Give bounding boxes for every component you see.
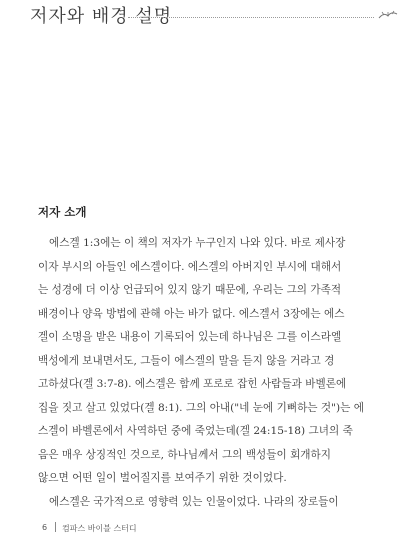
section-heading: 저자 소개 (38, 205, 87, 219)
header-dotted-rule (128, 17, 374, 18)
body-paragraph: 에스겔은 국가적으로 영향력 있는 인물이었다. 나라의 장로들이 (49, 495, 339, 508)
footer-book-title: 컴파스 바이블 스터디 (62, 524, 137, 533)
body-paragraph: 에스겔 1:3에는 이 책의 저자가 누구인지 나와 있다. 바로 제사장 이자 부시의 아들인 에스겔이다. 에스겔의 아버지인 부시에 대해서 는 성경에 더 이상 언급되어 있지 않기 때문에, 우리는 그의 가족적 배경이나 양육 방법에 관해 아는 바가 없다. 에스겔서 3장에는 에스 겔이 소명을 받은 내용이 기록되어 있는데 하나님은 그를 이스라엘 백성에게 보내면서도, 그들이 에스겔의 말을 듣지 않을 거라고 경 고하셨다(겔 3:7-8). 에스겔은 함께 포로로 잡힌 사람들과 바벨론에 집을 짓고 살고 있었다(겔 8:1). 그의 아내("네 눈에 기뻐하는 것")는 에 스겔이 바벨론에서 사역하던 중에 죽었는데(겔 24:15-18) 그녀의 죽 음은 매우 상징적인 것으로, 하나님께서 그의 백성들이 회개하지 않으면 어떤 일이 벌어질지를 보여주기 위한 것이었다. (38, 237, 364, 484)
leaf-ornament-icon (378, 9, 398, 21)
body-text (38, 232, 383, 514)
page-title: 저자와 배경 설명 (30, 6, 173, 27)
footer-separator (55, 522, 56, 532)
page-number: 6 (42, 523, 48, 532)
